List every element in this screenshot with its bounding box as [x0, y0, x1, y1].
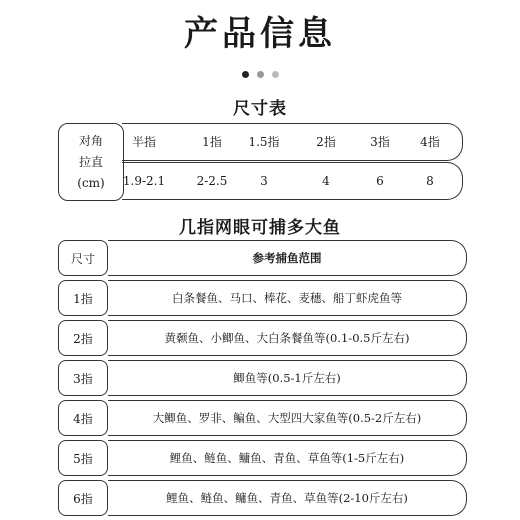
- length-cell: 4: [322, 174, 330, 188]
- row-fish: 鲤鱼、鲢鱼、鳙鱼、青鱼、草鱼等(2-10斤左右): [108, 480, 467, 516]
- table-row: [58, 280, 468, 316]
- size-cell: 半指: [131, 135, 157, 149]
- carousel-dot[interactable]: [242, 71, 249, 78]
- row-fish: 鲫鱼等(0.5-1斤左右): [108, 360, 467, 396]
- row-size: 4指: [58, 400, 108, 436]
- row-fish: 黄颡鱼、小鲫鱼、大白条餐鱼等(0.1-0.5斤左右): [108, 320, 467, 356]
- header-fish: 参考捕鱼范围: [108, 240, 467, 276]
- row-label-line: 对角: [78, 133, 103, 148]
- fish-table-title: 几指网眼可捕多大鱼: [179, 218, 341, 238]
- size-cell: 3指: [370, 135, 390, 149]
- row-fish: 白条餐鱼、马口、棒花、麦穗、船丁虾虎鱼等: [108, 280, 467, 316]
- table-row: [58, 400, 468, 436]
- size-table: [58, 123, 464, 201]
- row-size: 6指: [58, 480, 108, 516]
- row-fish: 大鲫鱼、罗非、鳊鱼、大型四大家鱼等(0.5-2斤左右): [108, 400, 467, 436]
- row-label-line: (cm): [77, 175, 105, 190]
- length-cell: 1.9-2.1: [122, 174, 166, 188]
- page-title: 产品信息: [184, 14, 336, 54]
- header-size: 尺寸: [58, 240, 108, 276]
- length-cell: 2-2.5: [196, 174, 228, 188]
- row-size: 3指: [58, 360, 108, 396]
- length-cell: 6: [376, 174, 384, 188]
- size-cell: 1指: [202, 135, 222, 149]
- table-row: [58, 320, 468, 356]
- size-cell: 4指: [420, 135, 440, 149]
- row-size: 1指: [58, 280, 108, 316]
- table-row: [58, 480, 468, 516]
- row-size: 2指: [58, 320, 108, 356]
- row-fish: 鲤鱼、鲢鱼、鳙鱼、青鱼、草鱼等(1-5斤左右): [108, 440, 467, 476]
- size-table-row-label: [58, 123, 124, 201]
- length-cell: 3: [260, 174, 268, 188]
- size-table-title: 尺寸表: [233, 99, 287, 119]
- carousel-dot[interactable]: [257, 71, 264, 78]
- size-cell: 2指: [316, 135, 336, 149]
- size-cell: 1.5指: [248, 135, 280, 149]
- row-label-line: 拉直: [78, 154, 103, 169]
- row-size: 5指: [58, 440, 108, 476]
- table-row: [58, 360, 468, 396]
- length-cell: 8: [426, 174, 434, 188]
- carousel-dots: [0, 71, 520, 78]
- carousel-dot[interactable]: [272, 71, 279, 78]
- size-row: [122, 123, 463, 161]
- length-row: [122, 162, 463, 200]
- fish-table-header: [58, 240, 468, 276]
- table-row: [58, 440, 468, 476]
